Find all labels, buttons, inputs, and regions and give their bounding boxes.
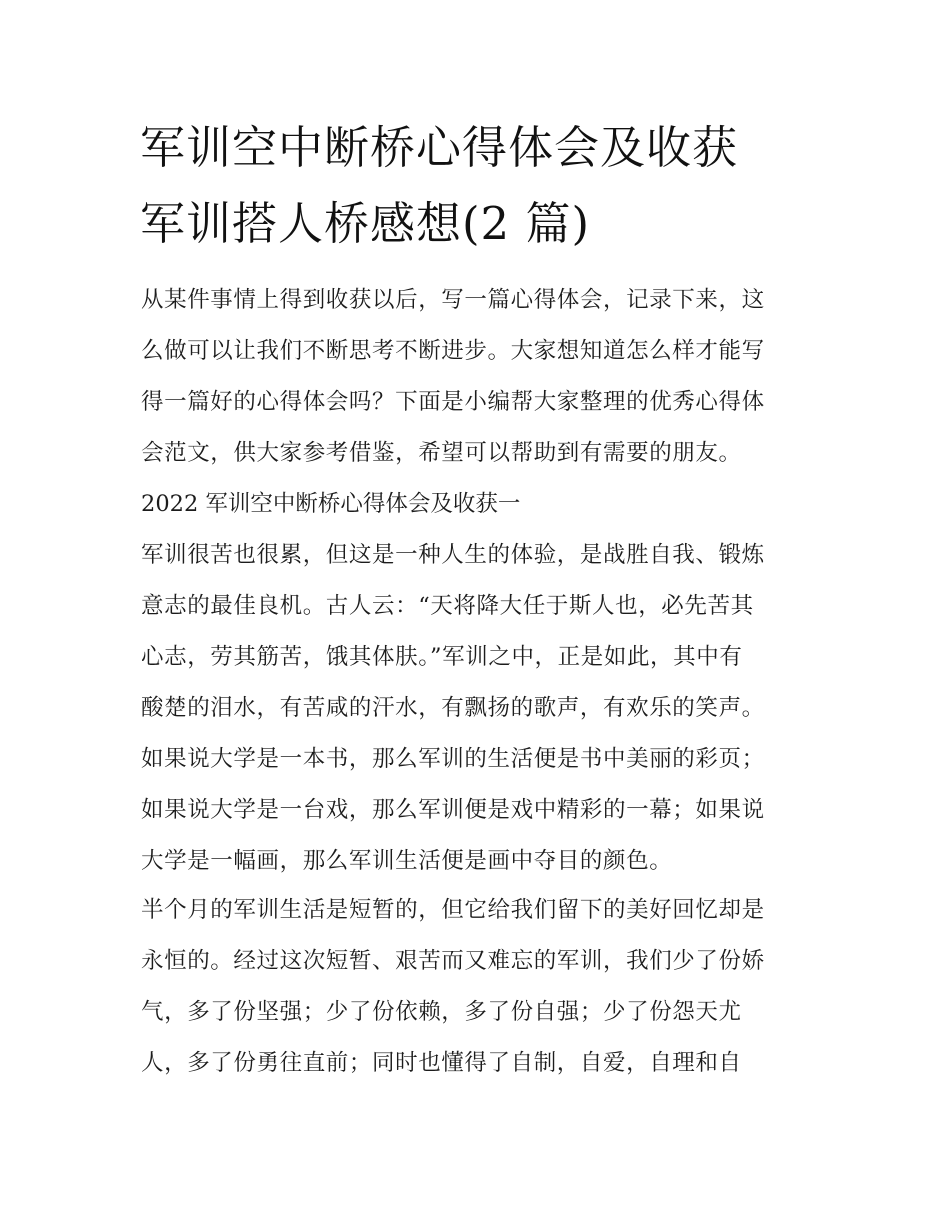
paragraph-line: 得一篇好的心得体会吗？下面是小编帮大家整理的优秀心得体 (141, 389, 765, 415)
paragraph-line: 半个月的军训生活是短暂的，但它给我们留下的美好回忆却是 (141, 897, 765, 923)
paragraph-line: 永恒的。经过这次短暂、艰苦而又难忘的军训，我们少了份娇 (141, 948, 765, 974)
paragraph-line: 么做可以让我们不断思考不断进步。大家想知道怎么样才能写 (141, 338, 765, 364)
paragraph-line: 人，多了份勇往直前；同时也懂得了自制，自爱，自理和自 (141, 1050, 742, 1076)
paragraph-line: 酸楚的泪水，有苦咸的汗水，有飘扬的歌声，有欢乐的笑声。 (141, 695, 765, 721)
paragraph-line: 军训很苦也很累，但这是一种人生的体验，是战胜自我、锻炼 (141, 542, 765, 568)
paragraph-line: 会范文，供大家参考借鉴，希望可以帮助到有需要的朋友。 (141, 440, 742, 466)
paragraph-line: 心志，劳其筋苦，饿其体肤。”军训之中，正是如此，其中有 (141, 644, 743, 670)
title-line-2: 军训搭人桥感想(2 篇) (140, 197, 591, 250)
paragraph-line: 大学是一幅画，那么军训生活便是画中夺目的颜色。 (141, 848, 673, 874)
paragraph-line: 如果说大学是一台戏，那么军训便是戏中精彩的一幕；如果说 (141, 797, 765, 823)
paragraph-line: 意志的最佳良机。古人云：“天将降大任于斯人也，必先苦其 (141, 593, 754, 619)
title-line-1: 军训空中断桥心得体会及收获 (140, 121, 739, 174)
paragraph-line: 气，多了份坚强；少了份依赖，多了份自强；少了份怨天尤 (141, 999, 742, 1025)
paragraph-line: 如果说大学是一本书，那么军训的生活便是书中美丽的彩页； (141, 746, 765, 772)
section-heading: 2022 军训空中断桥心得体会及收获一 (141, 491, 521, 517)
paragraph-line: 从某件事情上得到收获以后，写一篇心得体会，记录下来，这 (141, 287, 765, 313)
